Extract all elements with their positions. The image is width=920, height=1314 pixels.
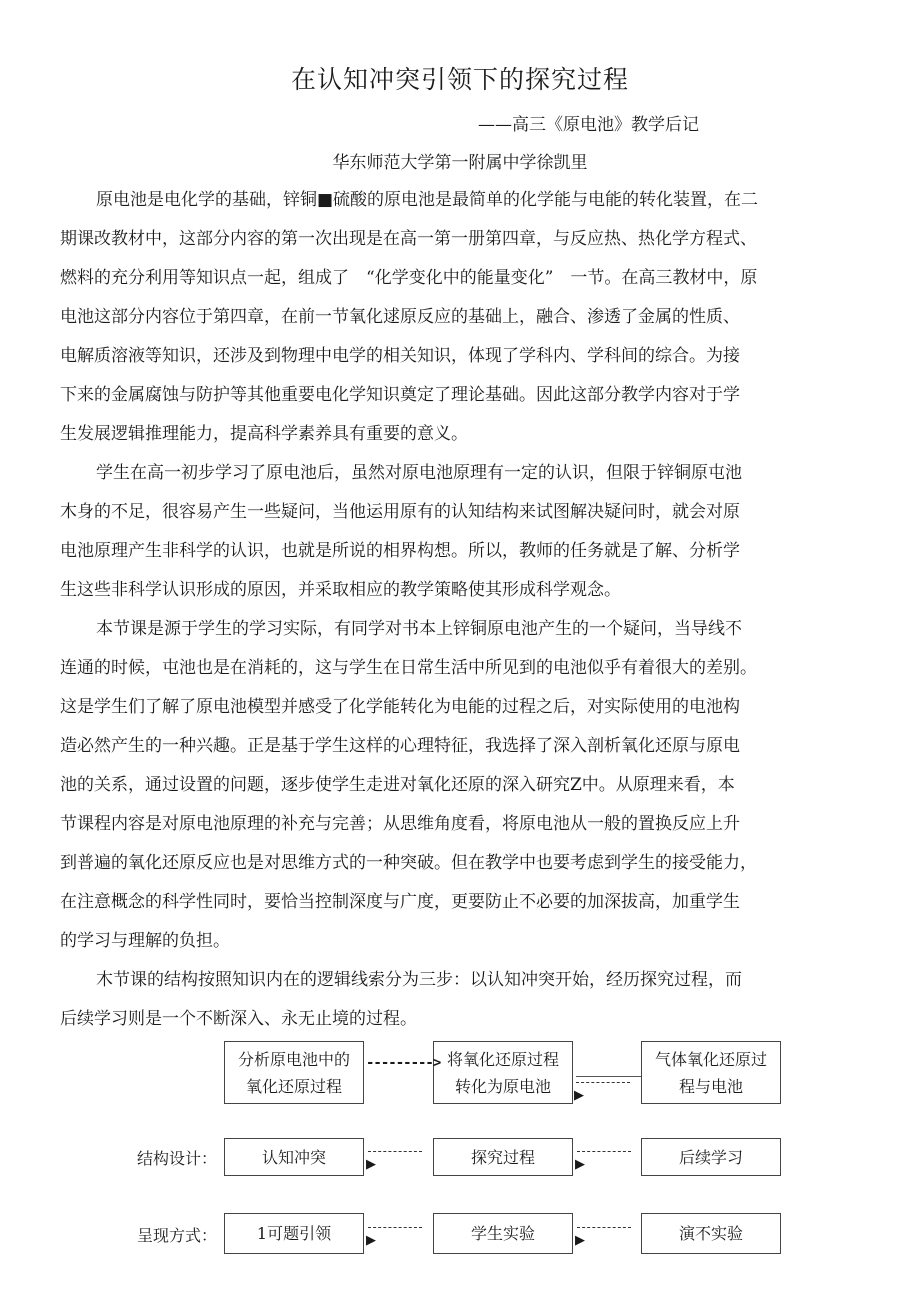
paragraph-line: 到普遍的氧化还原反应也是对思维方式的一种突破。但在教学中也要考虑到学生的接受能力， (60, 853, 757, 873)
diagram-box-cognitive-conflict: 认知冲突 (224, 1138, 364, 1176)
paragraph-line: 节课程内容是对原电池原理的补充与完善；从思维角度看，将原电池从一般的置换反应上升 (60, 814, 740, 834)
diagram-box-inquiry: 探究过程 (433, 1138, 573, 1176)
diagram-box-convert: 将氧化还原过程 转化为原电池 (433, 1041, 573, 1104)
paragraph-line: 本节课是源于学生的学习实际，有同学对书本上锌铜原电池产生的一个疑问，当导线不 (96, 619, 742, 639)
diagram-dashed-line (368, 1227, 422, 1228)
paragraph-line: 后续学习则是一个不断深入、永无止境的过程。 (60, 1009, 417, 1029)
paragraph-line: 木身的不足，很容易产生一些疑问，当他运用原有的认知结构来试图解决疑问时，就会对原 (60, 502, 740, 522)
diagram-arrow-1: ---------> (366, 1055, 441, 1071)
diagram-dashed-line (577, 1227, 631, 1228)
paragraph-line: 生这些非科学认识形成的原因，并采取相应的教学策略使其形成科学观念。 (60, 580, 621, 600)
paragraph-line: 电池这部分内容位于第四章，在前一节氧化逑原反应的基础上，融合、渗透了金属的性质、 (60, 307, 740, 327)
diagram-connector-line (576, 1076, 641, 1077)
diagram-box-question-lead: 1可题引领 (224, 1213, 364, 1254)
arrowhead-icon: ▶ (575, 1233, 585, 1248)
diagram-box-gas: 气体氧化还原过 程与电池 (641, 1041, 781, 1104)
diagram-box-demo-experiment: 演不实验 (641, 1213, 781, 1254)
diagram-dashed-line (368, 1151, 422, 1152)
presentation-label: 呈现方式： (137, 1226, 218, 1245)
paragraph-line: 池的关系，通过设置的问题，逐步使学生走进对氧化还原的深入研究Z中。从原理来看，本 (60, 775, 735, 795)
paragraph-line: 学生在高一初步学习了原电池后，虽然对原电池原理有一定的认识，但限于锌铜原屯池 (96, 463, 742, 483)
body-text (60, 182, 860, 1040)
diagram-box-student-experiment: 学生实验 (433, 1213, 573, 1254)
paragraph-line: 下来的金属腐蚀与防护等其他重要电化学知识奠定了理论基础。因此这部分教学内容对于学 (60, 385, 740, 405)
paragraph-line: 造必然产生的一种兴趣。正是基于学生这样的心理特征，我选择了深入剖析氧化还原与原电 (60, 736, 740, 756)
paragraph-line: 这是学生们了解了原电池模型并感受了化学能转化为电能的过程之后，对实际使用的电池构 (60, 697, 740, 717)
paragraph-line: 在注意概念的科学性同时，要恰当控制深度与广度，更要防止不必要的加深拔高，加重学生 (60, 892, 740, 912)
arrowhead-icon: ▶ (366, 1233, 376, 1248)
paragraph-line: 生发展逻辑推理能力，提高科学素养具有重要的意义。 (60, 424, 468, 444)
structure-label: 结构设计： (137, 1149, 218, 1168)
paragraph-line: 电解质溶液等知识，还涉及到物理中电学的相关知识，体现了学科内、学科间的综合。为接 (60, 346, 740, 366)
paragraph-line: 燃料的充分利用等知识点一起，组成了 “化学变化中的能量变化” 一节。在高三教材中，原 (60, 268, 758, 288)
arrowhead-icon: ▶ (574, 1088, 584, 1103)
document-author: 华东师范大学第一附属中学徐凯里 (332, 153, 588, 173)
diagram-box-followup: 后续学习 (641, 1138, 781, 1176)
paragraph-line: 连通的时候，屯池也是在消耗的，这与学生在日常生活中所见到的电池似乎有着很大的差别。 (60, 658, 757, 678)
diagram-dashed-line (576, 1082, 630, 1083)
diagram-dashed-line (577, 1151, 631, 1152)
arrowhead-icon: ▶ (575, 1157, 585, 1172)
diagram-box-analyze: 分析原电池中的 氧化还原过程 (224, 1041, 364, 1104)
paragraph-line: 期课改教材中，这部分内容的第一次出现是在高一第一册第四章，与反应热、热化学方程式、 (60, 229, 757, 249)
document-title: 在认知冲突引领下的探究过程 (290, 65, 629, 94)
paragraph-line: 电池原理产生非科学的认识，也就是所说的相界构想。所以，教师的任务就是了解、分析学 (60, 541, 740, 561)
paragraph-line: 木节课的结构按照知识内在的逻辑线索分为三步：以认知冲突开始，经历探究过程，而 (96, 970, 742, 990)
document-subtitle: ——高三《原电池》教学后记 (478, 115, 699, 135)
paragraph-line: 的学习与理解的负担。 (60, 931, 230, 951)
arrowhead-icon: ▶ (366, 1157, 376, 1172)
paragraph-line: 原电池是电化学的基础，锌铜■硫酸的原电池是最简单的化学能与电能的转化装置，在二 (96, 190, 759, 210)
